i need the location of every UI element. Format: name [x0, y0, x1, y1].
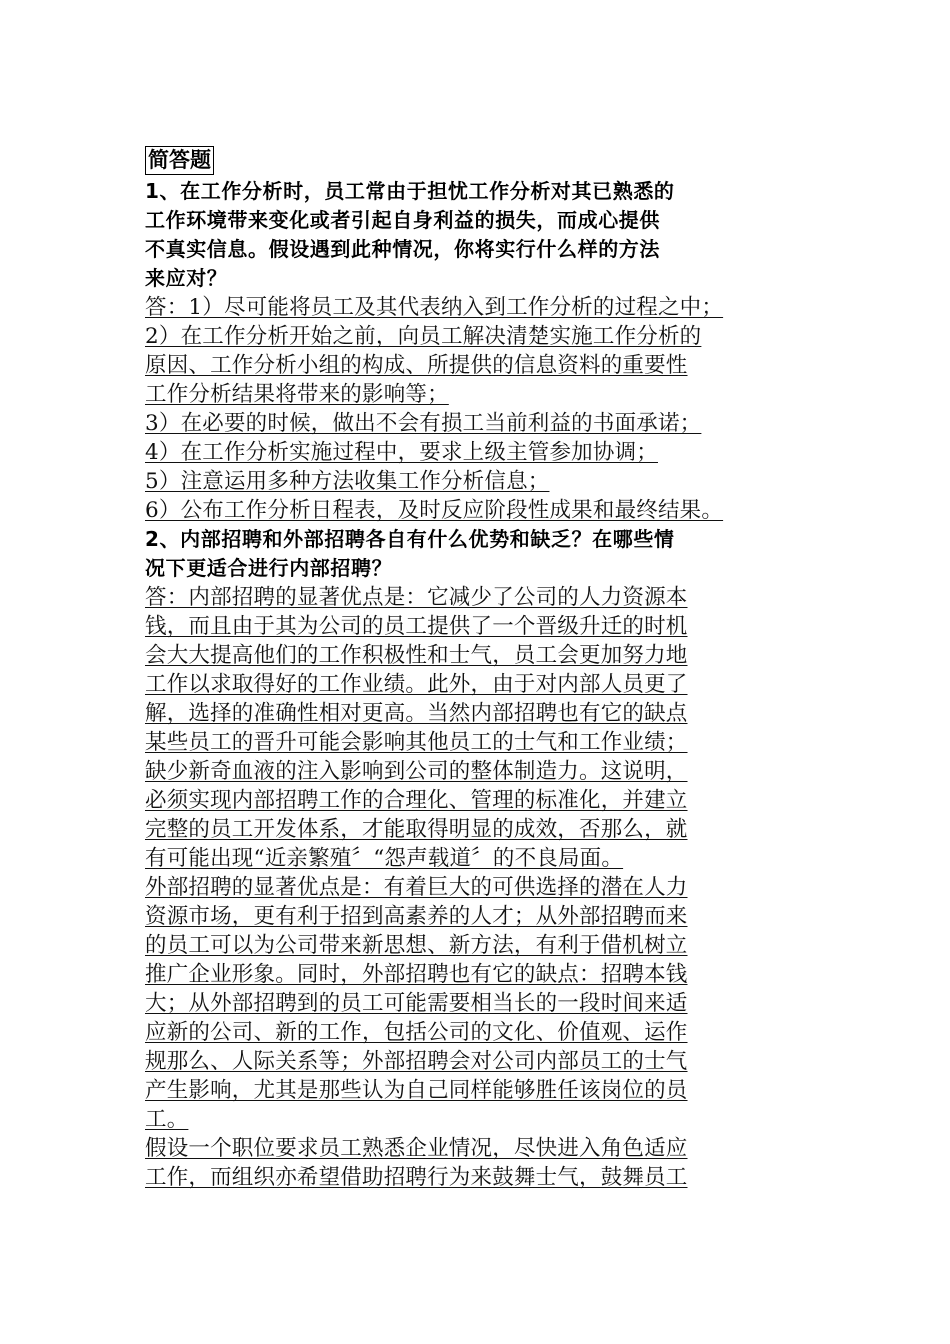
answer-2-line: 工作，而组织亦希望借助招聘行为来鼓舞士气，鼓舞员工	[145, 1165, 688, 1190]
answer-2-line: 解，选择的准确性相对更高。当然内部招聘也有它的缺点	[145, 701, 688, 726]
question-2	[145, 525, 817, 583]
answer-1-line: 4）在工作分析实施过程中，要求上级主管参加协调；	[145, 440, 658, 465]
answer-2-line: 的员工可以为公司带来新思想、新方法，有利于借机树立	[145, 933, 688, 958]
question-1-line: 不真实信息。假设遇到此种情况，你将实行什么样的方法	[145, 237, 660, 261]
question-1-line: 来应对？	[145, 266, 228, 290]
document-page	[145, 146, 817, 1192]
answer-1-line: 原因、工作分析小组的构成、所提供的信息资料的重要性	[145, 353, 688, 378]
answer-2-line: 资源市场，更有利于招到高素养的人才；从外部招聘而来	[145, 904, 688, 929]
answer-2	[145, 583, 817, 1192]
question-1-line: 1、在工作分析时，员工常由于担忧工作分析对其已熟悉的	[145, 179, 675, 203]
answer-1-line: 2）在工作分析开始之前，向员工解决清楚实施工作分析的	[145, 324, 702, 349]
answer-1-line: 3）在必要的时候，做出不会有损工当前利益的书面承诺；	[145, 411, 702, 436]
answer-2-line: 外部招聘的显著优点是：有着巨大的可供选择的潜在人力	[145, 875, 688, 900]
answer-2-line: 必须实现内部招聘工作的合理化、管理的标准化，并建立	[145, 788, 688, 813]
answer-2-line: 某些员工的晋升可能会影响其他员工的士气和工作业绩；	[145, 730, 688, 755]
answer-2-line: 产生影响，尤其是那些认为自己同样能够胜任该岗位的员	[145, 1078, 688, 1103]
answer-2-line: 假设一个职位要求员工熟悉企业情况，尽快进入角色适应	[145, 1136, 688, 1161]
answer-1-line: 6）公布工作分析日程表，及时反应阶段性成果和最终结果。	[145, 498, 724, 523]
section-title: 简答题	[145, 146, 214, 175]
answer-2-line: 推广企业形象。同时，外部招聘也有它的缺点：招聘本钱	[145, 962, 688, 987]
answer-1-line: 工作分析结果将带来的影响等；	[145, 382, 449, 407]
answer-1	[145, 293, 817, 525]
question-1-line: 工作环境带来变化或者引起自身利益的损失，而成心提供	[145, 208, 660, 232]
answer-2-line: 钱，而且由于其为公司的员工提供了一个晋级升迁的时机	[145, 614, 688, 639]
answer-2-line: 应新的公司、新的工作，包括公司的文化、价值观、运作	[145, 1020, 688, 1045]
answer-2-line: 工。	[145, 1107, 189, 1132]
question-1	[145, 177, 817, 293]
answer-2-line: 大；从外部招聘到的员工可能需要相当长的一段时间来适	[145, 991, 688, 1016]
answer-2-line: 缺少新奇血液的注入影响到公司的整体制造力。这说明，	[145, 759, 688, 784]
answer-2-line: 完整的员工开发体系，才能取得明显的成效，否那么，就	[145, 817, 688, 842]
answer-2-line: 答：内部招聘的显著优点是：它减少了公司的人力资源本	[145, 585, 688, 610]
answer-1-line: 5）注意运用多种方法收集工作分析信息；	[145, 469, 550, 494]
answer-2-line: 工作以求取得好的工作业绩。此外，由于对内部人员更了	[145, 672, 688, 697]
answer-2-line: 规那么、人际关系等；外部招聘会对公司内部员工的士气	[145, 1049, 688, 1074]
question-2-line: 况下更适合进行内部招聘？	[145, 556, 393, 580]
answer-2-line: 有可能出现“近亲繁殖〞“怨声载道〞的不良局面。	[145, 846, 624, 871]
question-2-line: 2、内部招聘和外部招聘各自有什么优势和缺乏？在哪些情	[145, 527, 675, 551]
answer-1-line: 答：1）尽可能将员工及其代表纳入到工作分析的过程之中；	[145, 295, 724, 320]
answer-2-line: 会大大提高他们的工作积极性和士气，员工会更加努力地	[145, 643, 688, 668]
